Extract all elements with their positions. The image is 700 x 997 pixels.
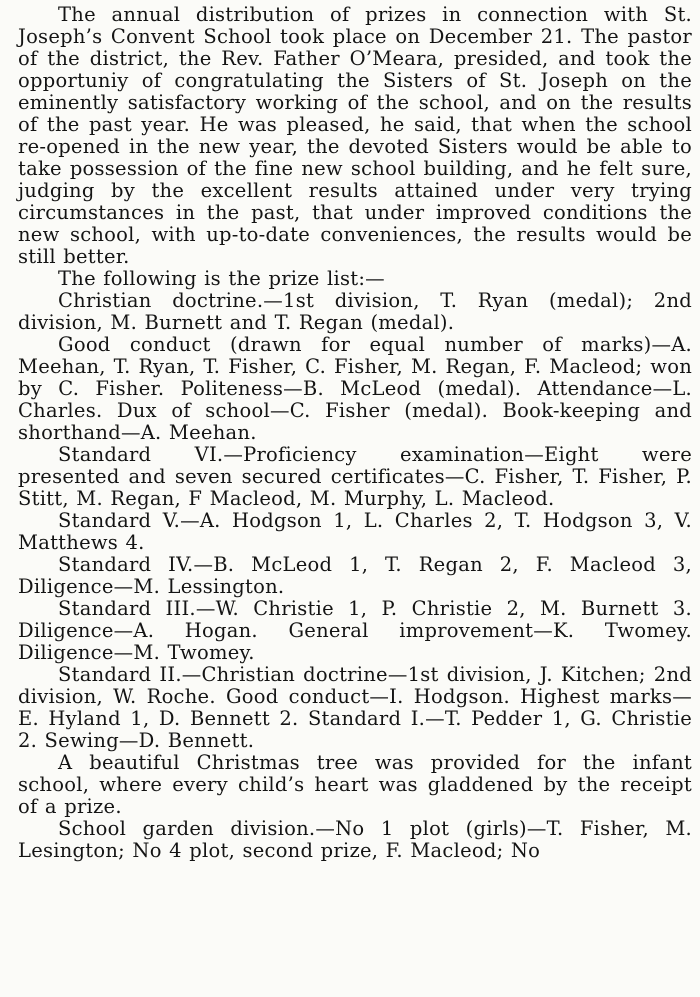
paragraph-standard-iii: Standard III.—W. Christie 1, P. Christie 2, M. Burnett 3. Diligence—A. Hogan. General improvement—K. Twomey. Diligence—M. Twomey. xyxy=(18,597,692,664)
article-body xyxy=(18,4,692,862)
paragraph-standard-v: Standard V.—A. Hodgson 1, L. Charles 2, T. Hodgson 3, V. Matthews 4. xyxy=(18,509,692,554)
paragraph-christian-doctrine: Christian doctrine.—1st division, T. Ryan (medal); 2nd division, M. Burnett and T. Regan (medal). xyxy=(18,289,692,334)
paragraph-prize-list-heading: The following is the prize list:— xyxy=(58,267,385,290)
paragraph-prize-distribution-intro: The annual distribution of prizes in connection with St. Joseph’s Convent School took place on December 21. The pastor of the district, the Rev. Father O’Meara, presided, and took the opportuniy of congratulating the Sisters of St. Joseph on the eminently satisfactory working of the school, and on the results of the past year. He was pleased, he said, that when the school re-opened in the new year, the devoted Sisters would be able to take possession of the fine new school building, and he felt sure, judging by the excellent results attained under very trying circumstances in the past, that under improved conditions the new school, with up-to-date conveniences, the results would be still better. xyxy=(18,3,692,268)
paragraph-standard-vi: Standard VI.—Proficiency examination—Eight were presented and seven secured certificates—C. Fisher, T. Fisher, P. Stitt, M. Regan, F Macleod, M. Murphy, L. Macleod. xyxy=(18,443,692,510)
paragraph-standard-iv: Standard IV.—B. McLeod 1, T. Regan 2, F. Macleod 3, Diligence—M. Lessington. xyxy=(18,553,692,598)
paragraph-school-garden: School garden division.—No 1 plot (girls)—T. Fisher, M. Lesington; No 4 plot, second prize, F. Macleod; No xyxy=(18,817,692,862)
paragraph-standard-ii-and-i: Standard II.—Christian doctrine—1st division, J. Kitchen; 2nd division, W. Roche. Good conduct—I. Hodgson. Highest marks—E. Hyland 1, D. Bennett 2. Standard I.—T. Pedder 1, G. Christie 2. Sewing—D. Bennett. xyxy=(18,663,692,752)
paragraph-christmas-tree: A beautiful Christmas tree was provided for the infant school, where every child’s heart was gladdened by the receipt of a prize. xyxy=(18,751,692,818)
paragraph-good-conduct: Good conduct (drawn for equal number of marks)—A. Meehan, T. Ryan, T. Fisher, C. Fisher, M. Regan, F. Macleod; won by C. Fisher. Politeness—B. McLeod (medal). Attendance—L. Charles. Dux of school—C. Fisher (medal). Book-keeping and shorthand—A. Meehan. xyxy=(18,333,692,444)
